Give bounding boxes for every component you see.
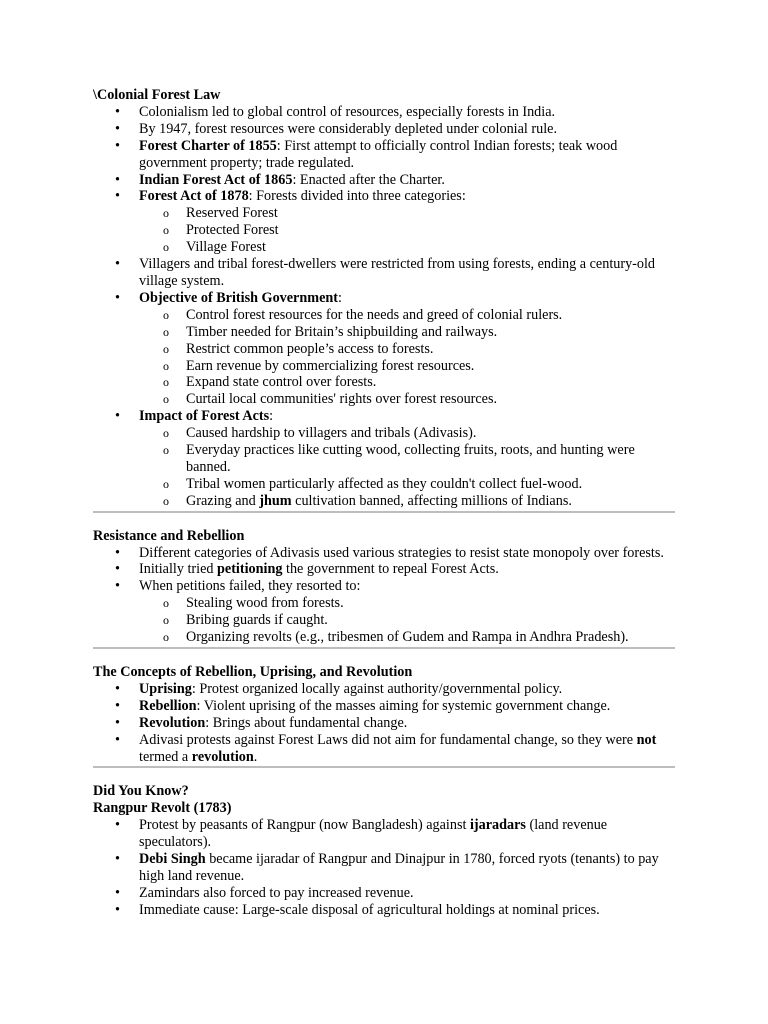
bullet-icon: • [115,731,120,748]
list-item: • When petitions failed, they resorted to: o Stealing wood from forests. o Bribing guards if caught. o Organizing revolts (e.g., tribesmen of Gudem and Rampa in Andhra Pradesh). [93,578,675,646]
bullet-icon: • [115,188,120,205]
sub-list [139,595,675,646]
list-item: • Forest Act of 1878: Forests divided into three categories: o Reserved Forest o Protected Forest o Village Forest [93,188,675,256]
bullet-icon: • [115,137,120,154]
section-heading: Did You Know? [93,783,189,800]
bullet-list [93,681,675,766]
sub-list [139,307,675,408]
bullet-list [93,545,675,646]
section-divider [93,647,675,649]
sub-list-item: o Restrict common people’s access to forests. [163,340,434,357]
sub-list-item: o Village Forest [163,239,266,256]
sub-list-item: o Tribal women particularly affected as they couldn't collect fuel-wood. [163,475,583,492]
list-item: • Impact of Forest Acts: o Caused hardship to villagers and tribals (Adivasis). o Everyday practices like cutting wood, collecting fruits, roots, and hunting were banned. o Tribal women particularly affected as they couldn't collect fuel-wood. o Grazing and jhum cultivation banned, affecting millions of Indians. [93,408,675,509]
bullet-icon: • [115,901,120,918]
list-item: • Rebellion: Violent uprising of the masses aiming for systemic government change. [115,697,611,714]
list-item: • Indian Forest Act of 1865: Enacted after the Charter. [115,171,445,188]
circle-bullet-icon: o [163,358,169,373]
bullet-icon: • [115,561,120,578]
list-item: • By 1947, forest resources were considerably depleted under colonial rule. [115,120,557,137]
circle-bullet-icon: o [163,443,169,458]
bullet-list [93,817,675,918]
sub-list-item: o Caused hardship to villagers and tribals (Adivasis). [163,425,477,442]
circle-bullet-icon: o [163,341,169,356]
bullet-icon: • [115,171,120,188]
list-item: • Villagers and tribal forest-dwellers were restricted from using forests, ending a century-old village system. [115,256,656,289]
section-did-you-know [93,783,675,918]
sub-list-item: o Organizing revolts (e.g., tribesmen of Gudem and Rampa in Andhra Pradesh). [163,629,629,646]
sub-list-item: o Protected Forest [163,222,279,239]
bullet-icon: • [115,578,120,595]
bullet-icon: • [115,544,120,561]
sub-list-item: o Stealing wood from forests. [163,595,344,612]
sub-list-item: o Bribing guards if caught. [163,612,328,629]
bullet-icon: • [115,851,120,868]
list-item: • Different categories of Adivasis used various strategies to resist state monopoly over forests. [115,544,664,561]
sub-list [139,425,675,510]
bullet-icon: • [115,408,120,425]
sub-list [139,205,675,256]
section-divider [93,511,675,513]
list-item: • Debi Singh became ijaradar of Rangpur and Dinajpur in 1780, forced ryots (tenants) to pay high land revenue. [115,851,659,884]
circle-bullet-icon: o [163,426,169,441]
list-item: • Revolution: Brings about fundamental change. [115,714,408,731]
list-item: • Colonialism led to global control of resources, especially forests in India. [115,103,556,120]
section-subheading: Rangpur Revolt (1783) [93,800,232,817]
circle-bullet-icon: o [163,375,169,390]
sub-list-item: o Earn revenue by commercializing forest resources. [163,357,475,374]
section-colonial-forest-law [93,87,675,510]
section-concepts [93,664,675,765]
sub-list-item: o Control forest resources for the needs and greed of colonial rulers. [163,306,563,323]
circle-bullet-icon: o [163,307,169,322]
sub-list-item: o Expand state control over forests. [163,374,377,391]
bullet-icon: • [115,680,120,697]
bullet-icon: • [115,884,120,901]
circle-bullet-icon: o [163,493,169,508]
bullet-icon: • [115,817,120,834]
sub-list-item: o Timber needed for Britain’s shipbuilding and railways. [163,323,498,340]
section-heading: Resistance and Rebellion [93,527,245,544]
bullet-icon: • [115,697,120,714]
list-item: • Adivasi protests against Forest Laws did not aim for fundamental change, so they were not termed a revolution. [115,731,657,765]
bullet-icon: • [115,714,120,731]
bullet-list [93,104,675,510]
circle-bullet-icon: o [163,324,169,339]
circle-bullet-icon: o [163,596,169,611]
list-item: • Uprising: Protest organized locally against authority/governmental policy. [115,680,563,697]
sub-list-item: o Everyday practices like cutting wood, collecting fruits, roots, and hunting were banned. [163,442,635,475]
bullet-icon: • [115,120,120,137]
section-resistance-rebellion [93,528,675,646]
sub-list-item: o Curtail local communities' rights over forest resources. [163,391,498,408]
circle-bullet-icon: o [163,206,169,221]
list-item: • Initially tried petitioning the government to repeal Forest Acts. [115,561,499,578]
list-item: • Forest Charter of 1855: First attempt to officially control Indian forests; teak wood government property; trade regulated. [115,137,618,171]
circle-bullet-icon: o [163,613,169,628]
list-item: • Zamindars also forced to pay increased revenue. [115,884,414,901]
sub-list-item: o Grazing and jhum cultivation banned, affecting millions of Indians. [163,492,572,509]
sub-list-item: o Reserved Forest [163,205,278,222]
bullet-icon: • [115,256,120,273]
circle-bullet-icon: o [163,392,169,407]
list-item: • Protest by peasants of Rangpur (now Bangladesh) against ijaradars (land revenue speculators). [115,817,608,851]
circle-bullet-icon: o [163,223,169,238]
document-page [93,87,675,919]
bullet-icon: • [115,289,120,306]
section-divider [93,766,675,768]
circle-bullet-icon: o [163,240,169,255]
bullet-icon: • [115,103,120,120]
circle-bullet-icon: o [163,630,169,645]
list-item: • Objective of British Government: o Control forest resources for the needs and greed of colonial rulers. o Timber needed for Britain’s shipbuilding and railways. o Restrict common people’s access to forests. o Earn revenue by commercializing forest resources. o Expand state control over forests. o Curtail local communities' rights over forest resources. [93,290,675,408]
section-heading: \Colonial Forest Law [93,87,221,103]
section-heading: The Concepts of Rebellion, Uprising, and Revolution [93,664,413,680]
circle-bullet-icon: o [163,476,169,491]
list-item: • Immediate cause: Large-scale disposal of agricultural holdings at nominal prices. [115,901,600,918]
